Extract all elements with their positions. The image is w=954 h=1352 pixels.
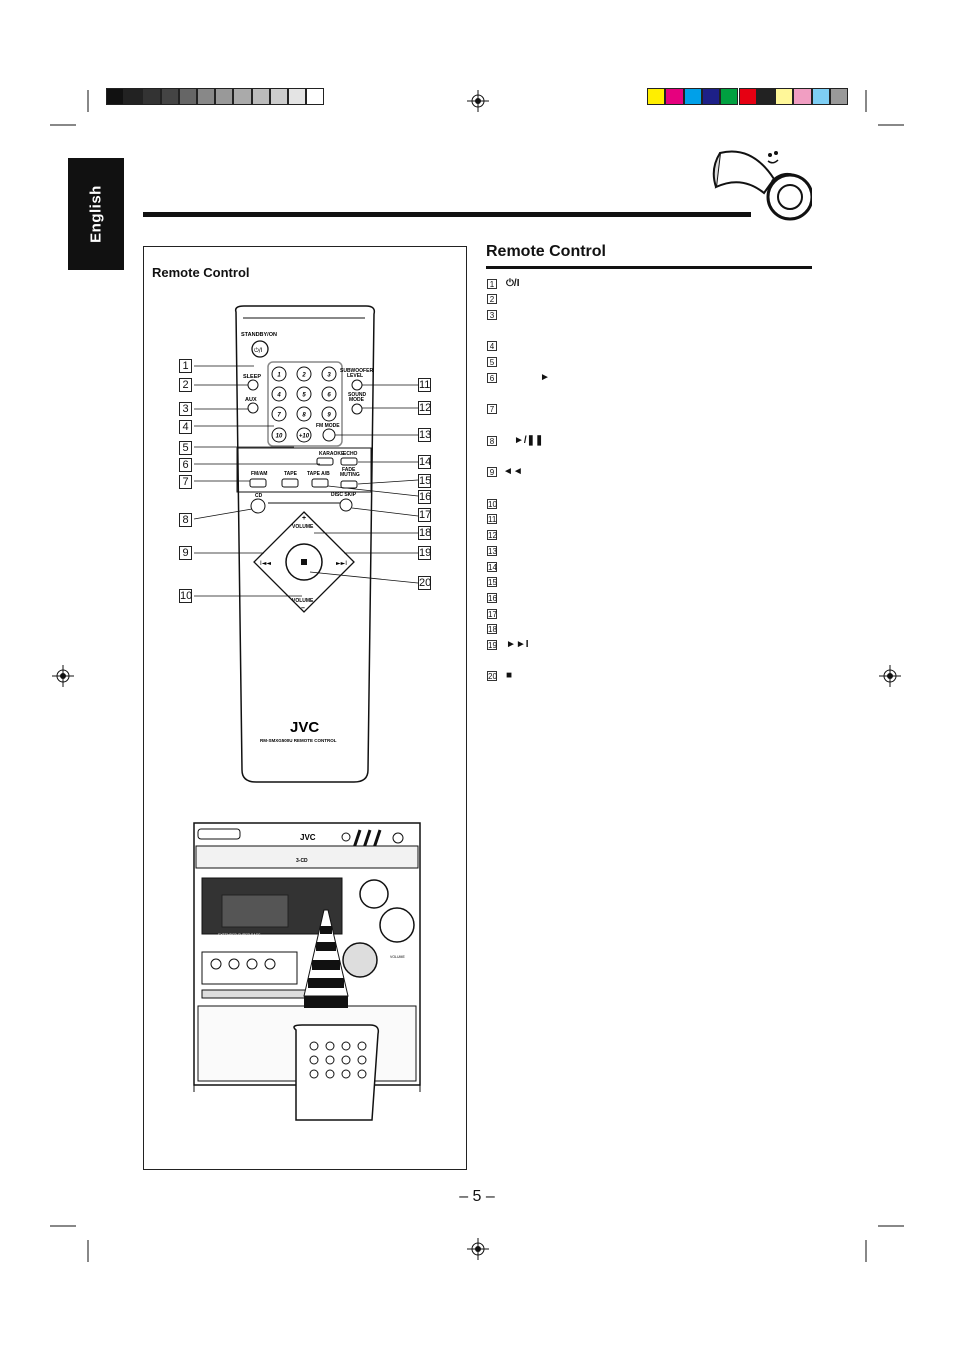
callout-19: 19 — [419, 547, 432, 559]
power-icon: ⏻/I — [254, 347, 263, 354]
subwoofer-level-button[interactable] — [352, 380, 362, 390]
echo-button[interactable] — [341, 458, 357, 465]
volume-minus-sign: – — [301, 605, 305, 612]
item-number-20: 20 — [488, 672, 497, 681]
page-number: – 5 – — [459, 1188, 495, 1205]
stop-icon — [301, 559, 307, 565]
color-swatch — [775, 88, 793, 105]
crosshair-icon — [52, 665, 74, 687]
key-label: +10 — [298, 433, 310, 440]
callout-20: 20 — [419, 577, 432, 589]
callout-17: 17 — [419, 509, 432, 521]
disc-skip-label: DISC SKIP — [331, 492, 357, 498]
color-swatch — [812, 88, 830, 105]
color-swatch — [647, 88, 665, 105]
fm-mode-button[interactable] — [323, 429, 335, 441]
item-number-16: 16 — [488, 594, 497, 603]
item-number-17: 17 — [488, 610, 497, 619]
disc-skip-button[interactable] — [340, 499, 352, 511]
gray-swatch — [306, 88, 324, 105]
key-label: 10 — [275, 433, 283, 440]
gray-swatch — [233, 88, 251, 105]
item-number-10: 10 — [488, 500, 497, 509]
key-label: 9 — [327, 412, 331, 419]
language-tab: English — [68, 158, 124, 270]
key-label: 4 — [277, 392, 281, 399]
aux-label: AUX — [245, 397, 257, 403]
bass-label: EXTENDED SUPER BASS — [218, 933, 261, 937]
item-number-8: 8 — [487, 436, 497, 446]
crosshair-icon — [467, 1238, 489, 1260]
gray-swatch — [106, 88, 124, 105]
key-label: 3 — [327, 372, 331, 379]
key-label: 7 — [277, 412, 281, 419]
callout-13: 13 — [419, 429, 432, 441]
item-number-15: 15 — [488, 578, 497, 587]
cd-logo-label: 3-CD — [296, 858, 308, 864]
sleep-label: SLEEP — [243, 374, 262, 380]
jvc-logo: JVC — [290, 719, 320, 736]
crosshair-icon — [879, 665, 901, 687]
callout-4: 4 — [179, 420, 192, 434]
volume-plus-sign: + — [302, 515, 307, 522]
item-symbol-icon: ■ — [506, 670, 513, 681]
color-swatch — [739, 88, 757, 105]
callout-1: 1 — [179, 359, 192, 373]
skip-back-icon: I◄◄ — [260, 560, 271, 567]
gray-swatch — [179, 88, 197, 105]
item-number-6: 6 — [487, 373, 497, 383]
sleep-button[interactable] — [248, 380, 258, 390]
item-number-11: 11 — [488, 515, 497, 524]
aux-button[interactable] — [248, 403, 258, 413]
echo-label: ECHO — [343, 451, 358, 457]
sound-mode-button[interactable] — [352, 404, 362, 414]
callout-16: 16 — [419, 491, 432, 503]
fade-muting-label: FADE MUTING — [340, 467, 360, 478]
fm-am-button[interactable] — [250, 479, 266, 487]
karaoke-label: KARAOKE — [319, 451, 345, 457]
key-label: 8 — [302, 412, 306, 419]
item-number-1: 1 — [487, 279, 497, 289]
tape-ab-button[interactable] — [312, 479, 328, 487]
item-number-13: 13 — [488, 547, 497, 556]
callout-12: 12 — [419, 402, 432, 414]
color-swatch — [757, 88, 775, 105]
item-symbol-icon: ►►I — [506, 639, 529, 650]
gray-swatch — [197, 88, 215, 105]
tape-button[interactable] — [282, 479, 298, 487]
key-label: 5 — [302, 392, 306, 399]
callout-5: 5 — [179, 441, 192, 455]
cd-play-pause-button[interactable] — [251, 499, 265, 513]
remote-model-label: RM-SMXG500U REMOTE CONTROL — [260, 738, 337, 743]
color-swatch — [665, 88, 683, 105]
gray-swatch — [252, 88, 270, 105]
item-number-3: 3 — [487, 310, 497, 320]
fm-am-label: FM/AM — [251, 471, 268, 477]
gray-swatch — [161, 88, 179, 105]
item-symbol-icon: ►/❚❚ — [514, 435, 544, 446]
callout-9: 9 — [179, 546, 192, 560]
cd-label: CD — [255, 493, 263, 499]
volume-up-label: VOLUME — [292, 524, 314, 530]
standby-label: STANDBY/ON — [241, 332, 277, 338]
unit-volume-label: VOLUME — [390, 955, 405, 959]
color-swatch — [720, 88, 738, 105]
gray-swatch — [270, 88, 288, 105]
header-rule — [143, 212, 751, 217]
gray-swatch — [288, 88, 306, 105]
gray-swatch — [124, 88, 142, 105]
callout-8: 8 — [179, 513, 192, 527]
item-number-2: 2 — [487, 294, 497, 304]
item-number-12: 12 — [488, 531, 497, 540]
stereo-system-diagram — [190, 820, 424, 1126]
item-symbol-icon: ◄◄ — [503, 466, 523, 477]
item-symbol-icon: ⏻/I — [506, 278, 520, 289]
key-label: 2 — [302, 372, 306, 379]
sound-mode-label: SOUND MODE — [348, 392, 367, 403]
gray-swatch — [215, 88, 233, 105]
gray-swatch — [142, 88, 160, 105]
fade-muting-button[interactable] — [341, 481, 357, 488]
item-symbol-icon: ► — [540, 372, 550, 383]
callout-14: 14 — [419, 456, 432, 468]
item-number-9: 9 — [487, 467, 497, 477]
item-number-14: 14 — [488, 563, 497, 572]
callout-18: 18 — [419, 527, 432, 539]
color-swatch — [702, 88, 720, 105]
item-number-4: 4 — [487, 341, 497, 351]
callout-6: 6 — [179, 458, 192, 472]
tape-label: TAPE — [284, 471, 297, 477]
item-number-7: 7 — [487, 404, 497, 414]
subwoofer-label: SUBWOOFER LEVEL — [340, 368, 374, 379]
callout-7: 7 — [179, 475, 192, 489]
callout-2: 2 — [179, 378, 192, 392]
section-title: Remote Control — [486, 243, 606, 260]
tape-ab-label: TAPE A/B — [307, 471, 330, 477]
color-swatch — [684, 88, 702, 105]
color-swatch — [830, 88, 848, 105]
skip-forward-icon: ►►I — [336, 560, 347, 567]
remote-control-diagram — [144, 300, 466, 790]
volume-down-label: VOLUME — [292, 598, 314, 604]
color-swatch — [793, 88, 811, 105]
key-label: 6 — [327, 392, 331, 399]
item-number-5: 5 — [487, 357, 497, 367]
callout-15: 15 — [419, 475, 432, 487]
crosshair-icon — [467, 90, 489, 112]
callout-10: 10 — [180, 590, 193, 602]
callout-3: 3 — [179, 402, 192, 416]
panel-title: Remote Control — [152, 265, 250, 280]
callout-11: 11 — [419, 379, 431, 391]
item-number-18: 18 — [488, 625, 497, 634]
unit-brand-label: JVC — [300, 833, 316, 842]
item-number-19: 19 — [488, 641, 497, 650]
fm-mode-label: FM MODE — [316, 423, 340, 429]
section-rule — [486, 266, 812, 269]
key-label: 1 — [277, 372, 281, 379]
